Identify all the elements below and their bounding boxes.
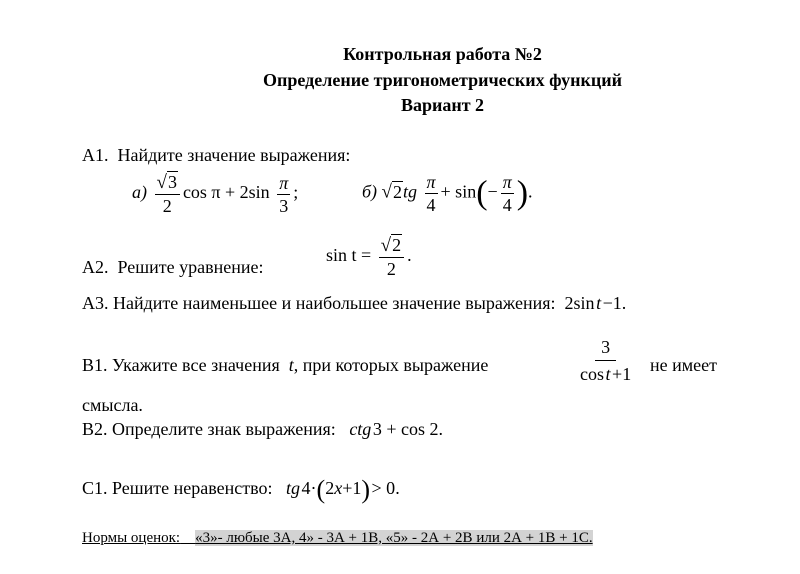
fraction-sqrt3-over-2: $\frac{√3}{2}$ (155, 172, 180, 216)
task-b1-text: В1. Укажите все значения (82, 355, 280, 375)
fraction-num: π (426, 172, 436, 192)
sqrt-arg: 2 (392, 181, 402, 202)
separator: ; (293, 182, 299, 203)
tg-func: tg (285, 478, 300, 499)
fraction-den: 2 (162, 196, 172, 216)
fraction-3-over-cos (574, 337, 637, 384)
fraction-num: 3 (595, 337, 616, 361)
fraction-den: cos t +1 (580, 364, 632, 384)
task-a2-label: А2. (82, 257, 109, 277)
plus-sin: + sin (440, 181, 477, 202)
title-line-2: Определение тригонометрических функций (263, 70, 622, 90)
equation-lhs: sin t = (326, 245, 372, 266)
title-line-1: Контрольная работа №2 (343, 44, 542, 64)
cos-term: cos π + 2sin (182, 182, 270, 203)
fraction-sqrt2-over-2: $\frac{√2}{2}$ (379, 235, 404, 279)
task-b1-line2: смысла. (82, 395, 143, 415)
task-a2-text: Решите уравнение: (117, 257, 264, 277)
title-line-3: Вариант 2 (400, 95, 485, 115)
tg-func: tg (402, 181, 417, 202)
inner-var: x (334, 478, 343, 499)
task-c1: С1. Решите неравенство: tg 4·(2x+1) > 0. (82, 475, 400, 504)
task-a1-part-b: б) √2tg $\frac{\pi}{4}$ + sin(− $\frac{\pi}{4}$ ). (362, 172, 533, 215)
end-dot: . (438, 419, 443, 439)
norms-text: «3»- любые 3А, 4» - 3А + 1В, «5» - 2А + 2В или 2А + 1В + 1С. (195, 530, 593, 546)
fraction-den: 3 (279, 195, 289, 216)
fraction-den: 4 (502, 195, 512, 215)
fraction-num: π (279, 172, 289, 193)
task-b1-text3: не имеет (650, 355, 717, 375)
rhs: > 0 (371, 478, 396, 499)
end-dot: . (621, 293, 627, 313)
fraction-num: π (502, 172, 512, 192)
task-a3-text: А3. Найдите наименьшее и наибольшее значение выражения: (82, 293, 556, 313)
task-a1-text: Найдите значение выражения: (117, 145, 351, 165)
norms-label: Нормы оценок: (82, 530, 181, 546)
fraction-pi-over-4 (425, 172, 438, 215)
task-b1-line1 (82, 355, 488, 376)
var-t: t (288, 355, 294, 375)
task-b1-text2: , при которых выражение (293, 355, 489, 375)
expr-pre: 2sin (564, 293, 595, 313)
fraction-den: 4 (426, 195, 436, 215)
four-dot: 4· (301, 478, 317, 499)
end-dot: . (395, 478, 400, 499)
expr-post: −1 (602, 293, 622, 313)
inner-pre: 2 (325, 478, 335, 499)
grading-norms (82, 530, 593, 547)
end-dot: . (528, 181, 533, 202)
task-b2-text: В2. Определите знак выражения: (82, 419, 336, 439)
inner-post: +1 (342, 478, 362, 499)
part-b-label: б) (362, 181, 378, 202)
task-a1-label: А1. (82, 145, 109, 165)
task-a2-prompt (82, 257, 263, 278)
task-a3 (82, 293, 626, 314)
fraction-pi-over-4-neg (501, 172, 514, 215)
sqrt-arg: 3 (167, 172, 177, 192)
task-b2 (82, 419, 443, 440)
end-dot: . (407, 245, 412, 266)
expr-rest: 3 + cos 2 (372, 419, 439, 439)
task-c1-text: С1. Решите неравенство: (82, 478, 273, 499)
task-a1-part-a (132, 172, 298, 216)
task-a1-prompt (82, 145, 350, 166)
sqrt-arg: 2 (392, 235, 402, 255)
part-a-label: а) (132, 182, 147, 203)
expr-var: t (596, 293, 602, 313)
fraction-den: 2 (386, 259, 396, 279)
task-a2-equation (326, 235, 412, 279)
fraction-pi-over-3 (277, 173, 290, 216)
minus-sign: − (487, 181, 498, 202)
ctg-func: ctg (349, 419, 372, 439)
